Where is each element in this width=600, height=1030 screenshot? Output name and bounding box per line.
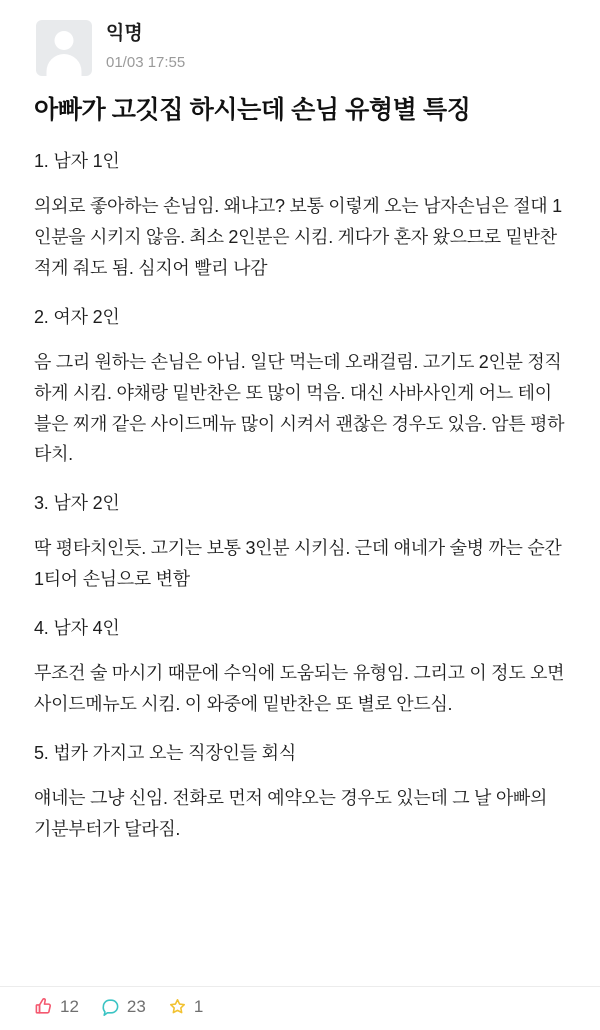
favorite-count: 1 <box>193 997 204 1016</box>
section-text: 딱 평타치인듯. 고기는 보통 3인분 시키심. 근데 얘네가 술병 까는 순간 1티어 손님으로 변함 <box>34 538 567 590</box>
section-heading: 4. 남자 4인 <box>34 618 120 639</box>
post-section <box>34 490 566 595</box>
like-button[interactable] <box>34 997 79 1016</box>
comment-count: 23 <box>126 997 146 1016</box>
post-section <box>34 148 566 284</box>
reaction-bar <box>0 986 600 1030</box>
section-heading: 5. 법카 가지고 오는 직장인들 회식 <box>34 743 297 764</box>
comment-button[interactable] <box>101 997 146 1016</box>
section-heading: 2. 여자 2인 <box>34 306 120 327</box>
post-body <box>0 128 600 986</box>
section-text: 무조건 술 마시기 때문에 수익에 도움되는 유형임. 그리고 이 정도 오면 사이드메뉴도 시킴. 이 와중에 밑반찬은 또 별로 안드심. <box>34 663 569 715</box>
page-title: 아빠가 고깃집 하시는데 손님 유형별 특징 <box>34 96 471 124</box>
author-block <box>106 20 185 72</box>
post-header <box>0 6 600 76</box>
avatar-body-shape <box>47 54 82 76</box>
post-section <box>34 615 569 720</box>
author-name: 익명 <box>106 23 143 44</box>
comment-bubble-icon <box>101 997 120 1016</box>
section-heading: 3. 남자 2인 <box>34 493 120 514</box>
person-avatar-icon <box>36 20 92 76</box>
thumbs-up-icon <box>34 997 53 1016</box>
section-heading: 1. 남자 1인 <box>34 150 120 171</box>
section-text: 의외로 좋아하는 손님임. 왜냐고? 보통 이렇게 오는 남자손님은 절대 1인분을 시키지 않음. 최소 2인분은 시킴. 게다가 혼자 왔으므로 밑반찬 적게 줘도 됨. 심지어 빨리 나감 <box>34 195 562 278</box>
favorite-button[interactable] <box>168 997 203 1016</box>
section-text: 음 그리 원하는 손님은 아님. 일단 먹는데 오래걸림. 고기도 2인분 정직하게 시킴. 야채랑 밑반찬은 또 많이 먹음. 대신 사바사인게 어느 테이블은 찌개 같은 사이드메뉴 많이 시켜서 괜찮은 경우도 있음. 암튼 평하타치. <box>34 351 565 465</box>
post-date: 01/03 17:55 <box>106 53 186 71</box>
like-count: 12 <box>60 997 79 1016</box>
star-icon <box>168 997 187 1016</box>
post-section <box>34 740 566 845</box>
section-text: 얘네는 그냥 신임. 전화로 먼저 예약오는 경우도 있는데 그 날 아빠의 기분부터가 달라짐. <box>34 788 552 840</box>
post-section <box>34 304 566 471</box>
avatar-head-shape <box>55 31 74 50</box>
